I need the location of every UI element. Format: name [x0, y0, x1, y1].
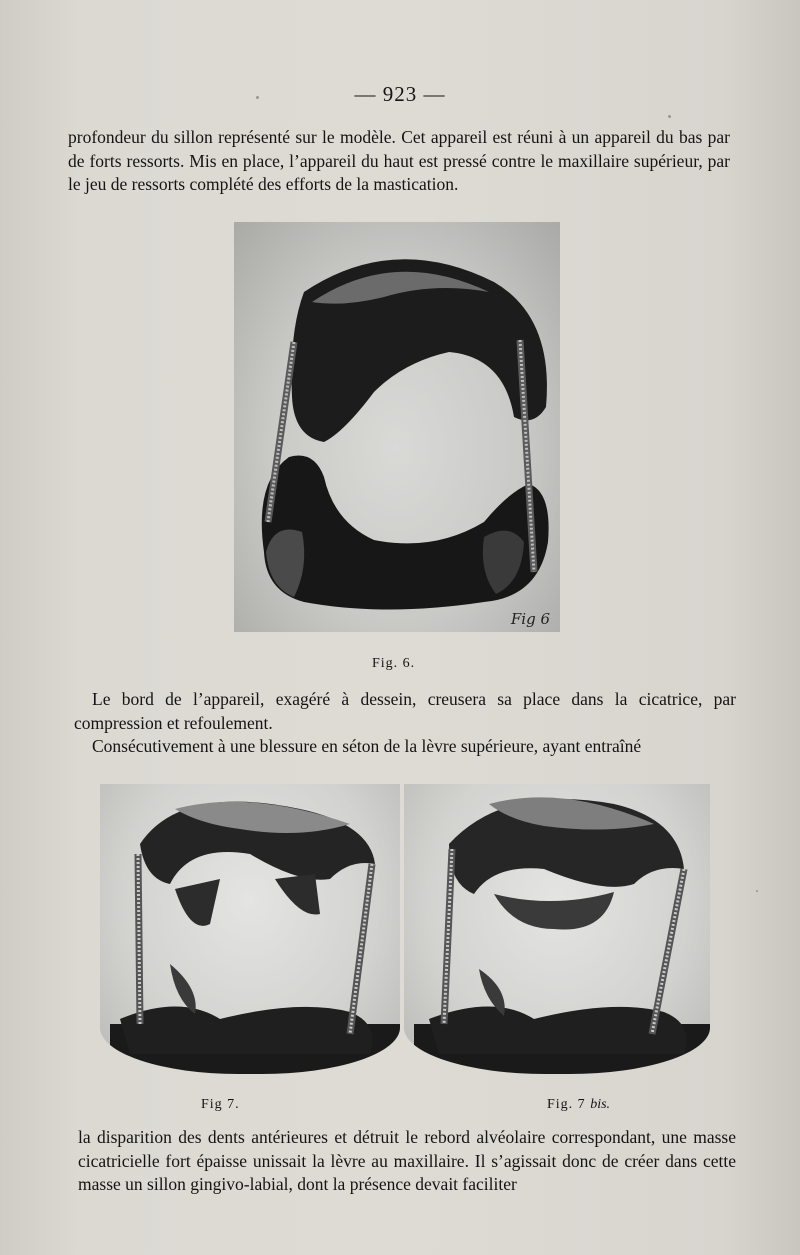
paper-speck [256, 96, 259, 99]
page-number: — 923 — [354, 82, 446, 106]
figure-7-photo [100, 784, 400, 1074]
figure-7-caption-text: Fig 7. [201, 1097, 240, 1112]
figure-7-bis-photo [404, 784, 710, 1074]
appliance-alternate-view-illustration [404, 784, 710, 1074]
figure-6-handwritten-label: Fig 6 [510, 610, 550, 628]
paper-speck [668, 115, 671, 118]
paragraph-appliance-edge: Le bord de l’appareil, exagéré à dessein, creusera sa place dans la cicatrice, par compression et refoulement. [74, 689, 736, 733]
figure-7-bis-caption-suffix: bis. [590, 1097, 611, 1112]
figure-7-bis-caption-prefix: Fig. 7 [547, 1097, 586, 1112]
figure-6-photo [234, 222, 560, 632]
figure-7-bis-caption [547, 1097, 610, 1113]
paper-speck [756, 890, 758, 892]
figure-7-caption [201, 1097, 240, 1113]
paragraph-scar-mass: la disparition des dents antérieures et détruit le rebord alvéolaire correspondant, une masse cicatricielle fort épaisse unissait la lèvre au maxillaire. Il s’agissait donc de créer dans cette masse un sillon gingivo-labial, dont la présence devait faciliter [78, 1127, 736, 1194]
paragraph-wound: Consécutivement à une blessure en séton de la lèvre supérieure, ayant entraîné [92, 736, 642, 756]
dental-appliance-illustration [234, 222, 560, 632]
appliance-side-view-illustration [100, 784, 400, 1074]
figure-6-caption: Fig. 6. [372, 656, 416, 671]
paragraph-intro: profondeur du sillon représenté sur le modèle. Cet appareil est réuni à un appareil du bas par de forts ressorts. Mis en place, l’appareil du haut est pressé contre le maxillaire supérieur, par le jeu de ressorts complété des efforts de la mastication. [68, 127, 730, 194]
